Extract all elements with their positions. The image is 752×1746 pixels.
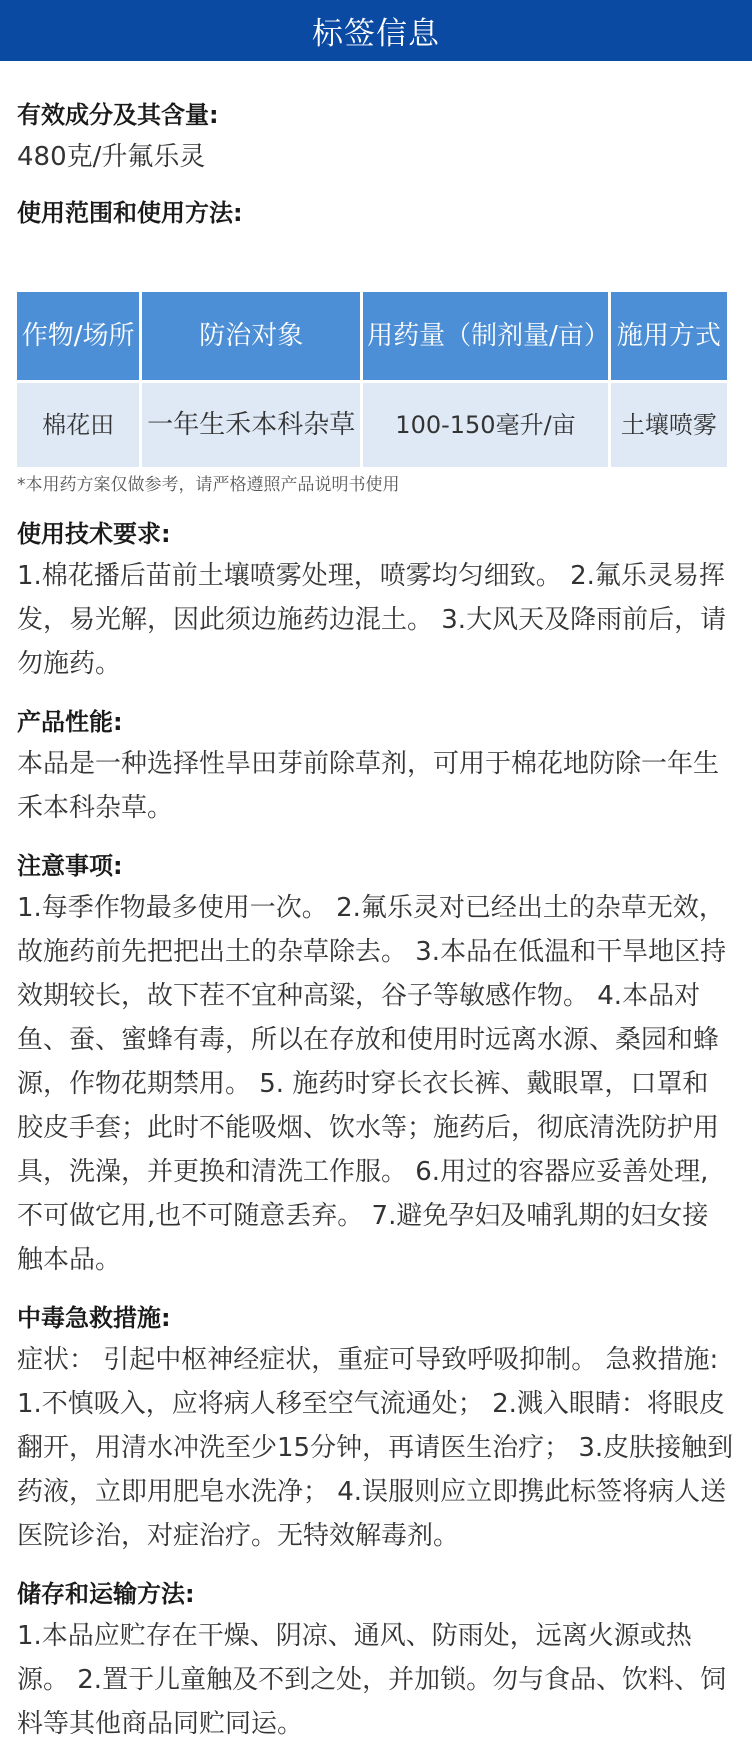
section-body: 1.每季作物最多使用一次。 2.氟乐灵对已经出土的杂草无效，故施药前先把把出土的杂草除去。 3.本品在低温和干旱地区持效期较长，故下茬不宜种高粱，谷子等敏感作物。 4.本品对鱼、蚕、蜜蜂有毒，所以在存放和使用时远离水源、桑园和蜂源，作物花期禁用。 5. 施药时穿长衣长裤、戴眼罩，口罩和胶皮手套；此时不能吸烟、饮水等；施药后，彻底清洗防护用具，洗澡，并更换和清洗工作服。 6.用过的容器应妥善处理,不可做它用,也不可随意丢弃。 7.避免孕妇及哺乳期的妇女接触本品。 [17,893,727,1275]
section-storage [17,1574,734,1746]
cell-method: 土壤喷雾 [611,383,727,467]
col-header-dosage: 用药量（制剂量/亩） [363,292,608,380]
section-ingredients [17,95,734,179]
section-tech [17,514,734,686]
col-header-method: 施用方式 [611,292,727,380]
header-bar [0,0,752,61]
section-title: 产品性能: [17,708,123,736]
section-firstaid [17,1298,734,1558]
section-title: 注意事项: [17,852,123,880]
section-performance [17,702,734,830]
section-title: 中毒急救措施: [17,1304,171,1332]
section-title: 储存和运输方法: [17,1580,195,1608]
cell-crop: 棉花田 [17,383,139,467]
cell-target: 一年生禾本科杂草 [142,383,360,467]
dosage-table [14,289,730,470]
section-title: 有效成分及其含量: [17,101,219,129]
cell-dosage: 100-150毫升/亩 [363,383,608,467]
section-usage [17,193,734,233]
section-cautions [17,846,734,1282]
table-row [17,383,727,467]
table-header-row [17,292,727,380]
table-footnote: *本用药方案仅做参考，请严格遵照产品说明书使用 [17,475,400,495]
section-body: 症状： 引起中枢神经症状，重症可导致呼吸抑制。 急救措施: 1.不慎吸入，应将病人移至空气流通处； 2.溅入眼睛：将眼皮翻开，用清水冲洗至少15分钟，再请医生治疗； 3.皮肤接触到药液，立即用肥皂水洗净； 4.误服则应立即携此标签将病人送医院诊治，对症治疗。无特效解毒剂。 [17,1345,734,1551]
section-title: 使用技术要求: [17,520,171,548]
section-title: 使用范围和使用方法: [17,199,243,227]
section-body: 本品是一种选择性旱田芽前除草剂，可用于棉花地防除一年生禾本科杂草。 [17,749,720,823]
label-content [0,95,752,1746]
col-header-crop: 作物/场所 [17,292,139,380]
col-header-target: 防治对象 [142,292,360,380]
section-body: 480克/升氟乐灵 [17,142,206,172]
section-body: 1.本品应贮存在干燥、阴凉、通风、防雨处，远离火源或热源。 2.置于儿童触及不到之处，并加锁。勿与食品、饮料、饲料等其他商品同贮同运。 [17,1621,727,1739]
page-title: 标签信息 [312,16,440,52]
section-body: 1.棉花播后苗前土壤喷雾处理，喷雾均匀细致。 2.氟乐灵易挥发，易光解，因此须边施药边混土。 3.大风天及降雨前后，请勿施药。 [17,561,727,679]
